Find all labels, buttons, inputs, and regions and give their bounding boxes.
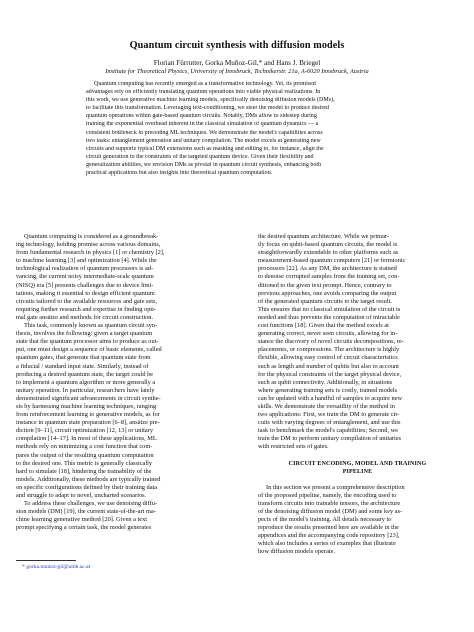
body-text-line: two applications: First, we train the DM to generate cir- [258,411,400,419]
author-list: Florian Fürrutter, Gorka Muñoz-Gil,* and Hans J. Briegel [153,59,321,67]
abstract-line: to facilitate this transformation. Leveraging text-conditioning, we steer the model to produce desired [86,105,330,112]
body-text-line: cuits with varying degrees of entanglement, and use this [258,419,401,427]
section-text-line: reproduce the results presented here are available in the [258,524,399,531]
body-text-line: to denoise corrupted samples from the training set, con- [258,273,400,281]
body-text-line: thesis, involves the following: given a target quantum [16,330,153,338]
body-text-line: unitary operation. In particular, researchers have lately [16,386,155,394]
body-text-line: stance the discovery of novel circuits decompositions, re- [258,338,404,346]
body-text-line: quantum gates, that generate that quantum state from [16,354,151,362]
body-text-line: a fiducial / standard input state. Similarly, instead of [16,362,149,370]
body-text-line: tations, making it essential to design efficient quantum [16,289,155,297]
footnote-email[interactable]: * gorka.munoz-gil@uibk.ac.at [22,564,91,570]
abstract [86,81,388,178]
body-text-line: to the desired one. This metric is generally classically [16,459,153,467]
section-text-line: of the proposed pipeline, namely, the encoding used to [258,491,397,499]
body-text-line: sis by harnessing machine learning techniques, ranging [16,402,157,410]
body-text-line: To address these challenges, we use denoising diffu- [24,500,157,508]
body-text-line: the desired quantum architecture. While we primar- [258,233,389,240]
body-text-line: from reinforcement learning to generative models, as for [16,411,160,419]
spacer [258,452,457,460]
abstract-line: two tasks: entanglement generation and unitary compilation. The model excels at generating new [86,137,321,144]
body-text-line: Quantum computing is considered as a groundbreak- [24,233,159,240]
body-text-line: mal gate ansätze and methods for circuit construction. [16,313,154,321]
body-text-line: This task, commonly known as quantum circuit syn- [24,322,158,330]
section-text-line: how diffusion models operate. [258,548,336,556]
body-text-line: circuits tailored to the available resources and gate sets, [16,297,158,305]
paper-title: Quantum circuit synthesis with diffusion models [129,40,345,51]
spacer [258,476,457,484]
right-column [258,233,457,556]
body-text-line: and struggle to adapt to novel, uncharted scenarios. [16,492,147,499]
body-text-line: skills. We demonstrate the versatility of the method in [258,402,395,410]
body-text-line: on specific configurations defined by their training data [16,483,158,491]
abstract-line: quantum operations within gate-based quantum circuits. Notably, DMs allow to sidestep during [86,113,317,120]
abstract-line: this work, we use generative machine learning models, specifically denoising diffusion models (DMs), [86,97,335,104]
body-text-line: can be updated with a handful of samples to acquire new [258,394,403,402]
body-text-line: cost functions [18]. Given that the method excels at [258,322,389,330]
affiliation: Institute for Theoretical Physics, University of Innsbruck, Technikerstr. 21a, A-6020 Innsbruck, Austria [105,68,369,75]
abstract-line: circuit generation to the constraints of the targeted quantum device. Given their flexibility and [86,153,314,160]
left-column [16,233,215,532]
body-text-line: processors [22]. As any DM, the architecture is trained [258,265,397,273]
body-text-line: (NISQ) era [5] presents challenges due to device limi- [16,281,154,289]
body-text-line: train the DM to perform unitary compilation of unitaries [258,435,402,443]
body-text-line: for the physical constraints of the target physical device, [258,370,402,378]
body-text-line: chine learning generative method [20]. Given a text [16,516,148,524]
body-text-line: ing technology, holding promise across various domains, [16,241,161,249]
body-text-line: of the generated quantum circuits to the target result. [258,297,392,305]
body-text-line: instance in quantum state preparation [6–8], ansätze pre- [16,419,160,427]
body-text-line: ditioned to the given text prompt. Hence, contrary to [258,281,392,289]
body-text-line: sion models (DM) [19], the current state-of-the-art ma- [16,508,156,516]
section-text-line: transform circuits into trainable tensors, the architecture [258,499,401,507]
body-text-line: task to benchmark the model's capabilities; Second, we [258,427,398,435]
abstract-line: Quantum computing has recently emerged as a transformative technology. Yet, its promised [94,81,316,87]
abstract-line: circuits and supports typical DM extensions such as masking and editing to, for instance, align the [86,145,324,152]
body-text-line: needed and thus prevents the computation of intractable [258,313,400,321]
body-text-line: such as qubit connectivity. Additionally, in situations [258,378,393,386]
body-text-line: producing a desired quantum state, the target could be [16,370,154,378]
body-text-line: flexible, allowing easy control of circuit characteristics [258,354,398,362]
section-heading: PIPELINE [342,468,373,475]
section-text-line: appendices and the accompanying code repository [23], [258,532,400,540]
abstract-line: practical applications but also insights into theoretical quantum computation. [86,170,273,177]
body-text-line: placements, or compressions. The architecture is highly [258,346,400,354]
body-text-line: requiring further research and expertise in finding opti- [16,305,157,313]
body-text-line: methods rely on minimizing a cost function that com- [16,443,153,451]
section-text-line: In this section we present a comprehensive description [266,483,405,491]
body-text-line: to machine learning [3] and optimization [4]. While the [16,257,157,265]
body-text-line: state that the quantum processor aims to produce as out- [16,338,159,346]
abstract-line: generalization abilities, we envision DMs as pivotal in quantum circuit synthesis, enhancing both [86,161,322,168]
body-text-line: where generating training sets is costly, trained models [258,386,398,394]
body-text-line: put, one must design a sequence of basic elements, called [16,346,162,354]
body-text-line: to implement a quantum algorithm or more generally a [16,378,156,386]
body-text-line: This ensures that no classical simulation of the circuit is [258,305,401,313]
body-text-line: pares the output of the resulting quantum computation [16,451,154,459]
body-text-line: vancing, the current noisy intermediate-scale quantum [16,273,154,281]
body-text-line: such as length and number of qubits but also to account [258,362,399,370]
section-text-line: pects of the model's training. All details necessary to [258,515,392,523]
body-text-line: generating correct, never seen circuits, allowing for in- [258,330,398,338]
abstract-line: consistent bottleneck in preceding ML techniques. We demonstrate the model's capabilities across [86,129,323,136]
body-text-line: diction [9–11], circuit optimization [12, 13] or unitary [16,427,154,435]
body-text-line: straightforwardly extendable to other platforms such as [258,249,399,257]
body-text-line: demonstrated significant advancements in circuit synthe- [16,394,161,402]
abstract-line: advantages rely on efficiently translating quantum operations into viable physical realizations. In [86,89,321,96]
body-text-line: previous approaches, one avoids comparing the output [258,289,397,297]
footnote-rule [16,560,76,561]
section-heading: CIRCUIT ENCODING, MODEL AND TRAINING [288,460,427,467]
body-text-line: hard to simulate [18], hindering the trainability of the [16,467,152,475]
body-text-line: measurement-based quantum computers [21] or fermionic [258,257,406,265]
body-text-line: from fundamental research in physics [1] or chemistry [2], [16,249,165,257]
body-text-line: ily focus on qubit-based quantum circuits, the model is [258,241,398,249]
body-text-line: with restricted sets of gates. [258,443,329,451]
body-text-line: models. Additionally, these methods are typically trained [16,475,161,483]
abstract-line: training the exponential overhead inherent in the classical simulation of quantum dynamics — a [86,121,319,128]
section-text-line: which also includes a series of examples that illustrate [258,540,396,548]
body-text-line: compilation [14–17]. In most of these applications, ML [16,435,157,443]
body-text-line: technological realization of quantum processors is ad- [16,265,154,273]
section-text-line: of the denoising diffusion model (DM) and some key as- [258,507,403,515]
body-text-line: prompt specifying a certain task, the model generates [16,524,152,532]
